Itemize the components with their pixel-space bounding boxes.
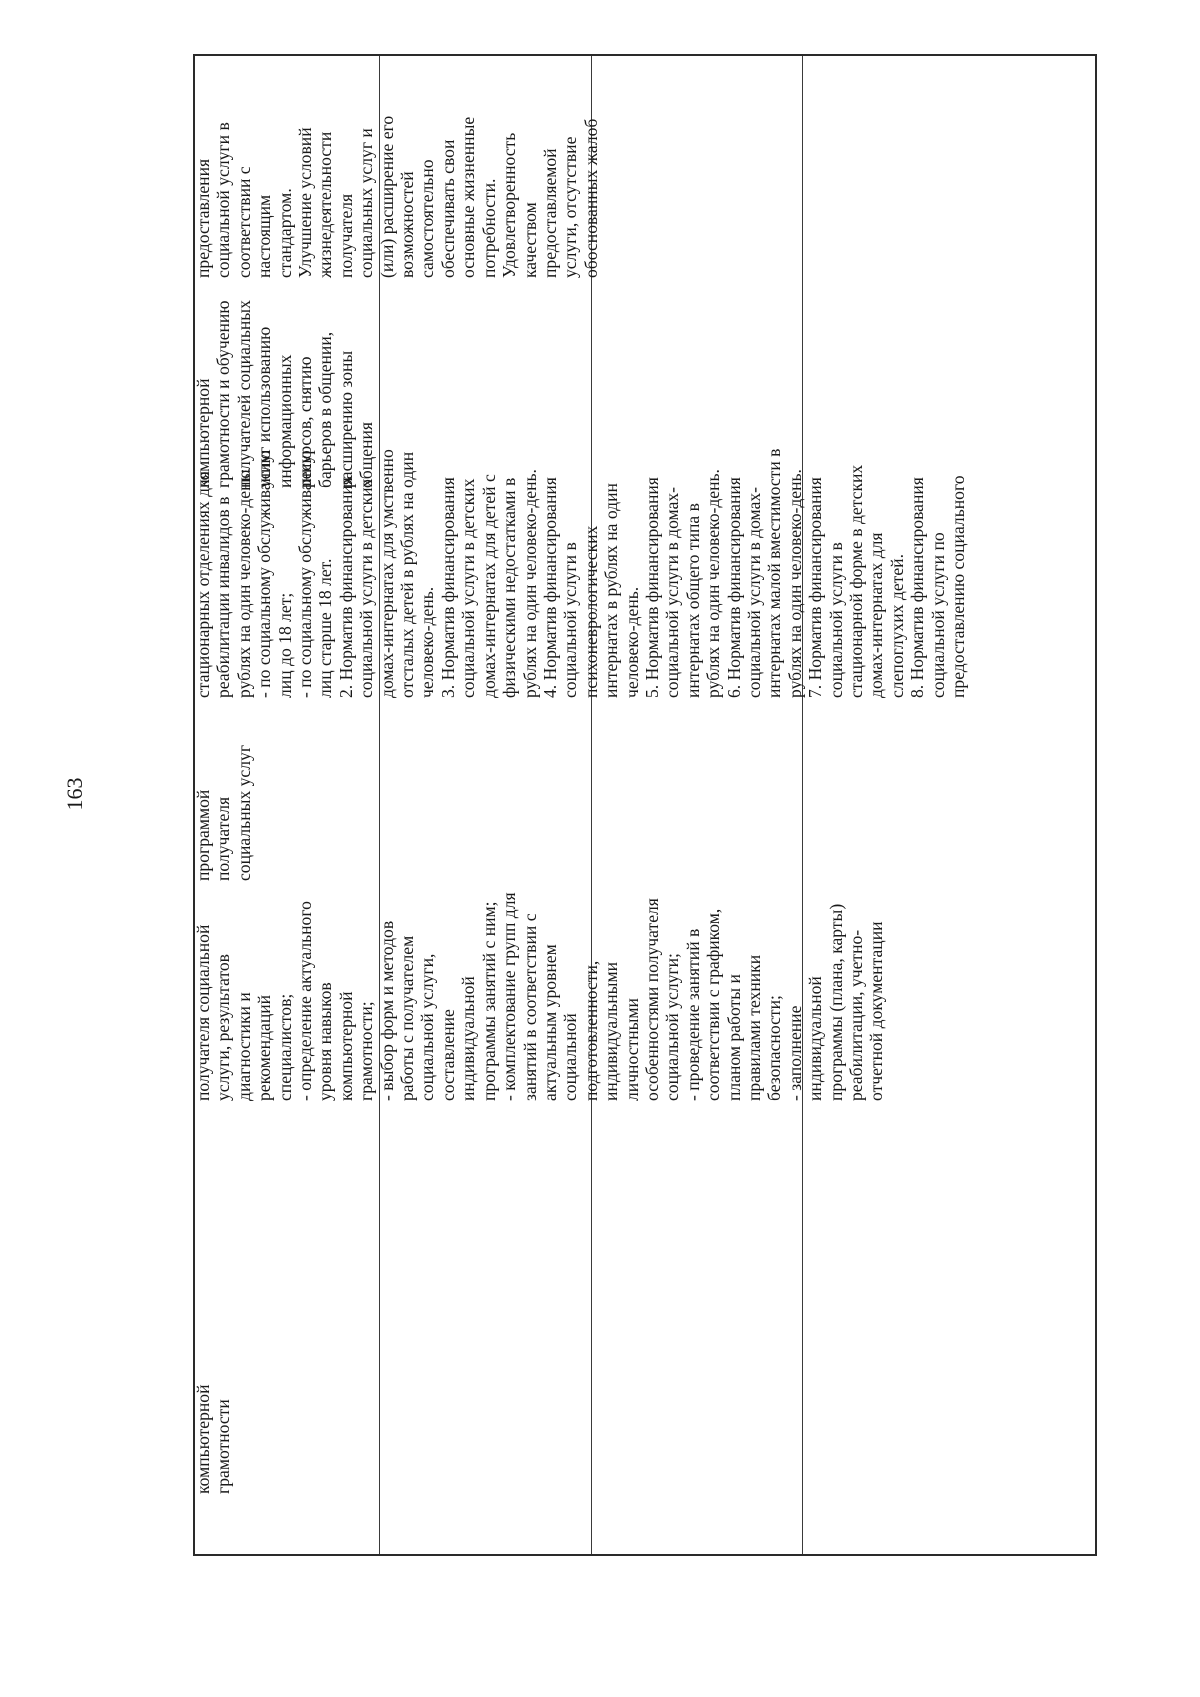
- text-line: специалистов;: [274, 993, 295, 1101]
- text-line: получателя социальной: [193, 924, 213, 1101]
- text-line: - выбор форм и методов: [376, 920, 397, 1101]
- text-line: программой: [193, 789, 213, 881]
- text-line: отчетной документации: [866, 921, 887, 1101]
- text-line: индивидуальными: [601, 962, 622, 1101]
- rotated-table: [193, 54, 1097, 1556]
- text-line: интернатах в рублях на один: [601, 483, 622, 698]
- text-line: стационарной форме в детских: [846, 464, 866, 698]
- text-line: составление: [437, 1009, 458, 1101]
- text-line: социальной: [560, 1013, 581, 1101]
- text-line: соответствии с: [233, 166, 254, 278]
- text-line: работы с получателем: [397, 935, 418, 1101]
- text-line: получателя: [213, 796, 234, 881]
- text-line: - по социальному обслуживанию: [295, 450, 316, 698]
- text-line: социальной услуги;: [662, 953, 683, 1101]
- text-line: отсталых детей в рублях на один: [397, 451, 418, 698]
- text-line: социальных услуг: [233, 744, 254, 881]
- text-line: социальной услуги в домах-: [662, 486, 683, 698]
- text-line: личностными: [621, 998, 642, 1101]
- text-line: домах-интернатах для детей с: [478, 474, 499, 698]
- text-line: получателей социальных: [233, 300, 254, 488]
- text-line: информационных: [274, 354, 295, 488]
- text-line: - определение актуального: [295, 901, 316, 1101]
- text-line: 2. Норматив финансирования: [335, 477, 356, 698]
- text-line: реабилитации инвалидов в: [213, 496, 234, 698]
- text-line: социальной услуги в детских: [458, 478, 479, 698]
- text-line: предоставляемой: [539, 148, 560, 278]
- text-line: социальной услуги в: [560, 542, 581, 698]
- text-line: потребности.: [478, 178, 499, 278]
- page-number: 163: [62, 777, 87, 811]
- text-line: интернатах общего типа в: [682, 503, 703, 698]
- cell-quality-indicators: [193, 0, 601, 282]
- text-line: грамотности;: [356, 1001, 377, 1101]
- text-line: компьютерной: [335, 991, 356, 1101]
- text-line: социальной услуги по: [927, 532, 948, 698]
- text-line: социальной услуги в домах-: [743, 486, 764, 698]
- text-line: социальной услуги в: [825, 542, 846, 698]
- text-line: 5. Норматив финансирования: [641, 477, 662, 698]
- text-line: услуги, результатов: [213, 954, 234, 1101]
- text-line: 8. Норматив финансирования: [907, 477, 928, 698]
- text-line: 4. Норматив финансирования: [539, 477, 560, 698]
- text-line: лиц старше 18 лет.: [315, 558, 336, 698]
- text-line: социальных услуг и: [356, 128, 377, 278]
- text-line: индивидуальной: [805, 976, 826, 1101]
- text-line: индивидуальной: [458, 976, 479, 1101]
- text-line: социальной услуги в детских: [356, 478, 377, 698]
- text-line: человеко-день.: [417, 586, 438, 698]
- text-line: социальной услуги,: [417, 953, 438, 1101]
- text-line: предоставлению социального: [948, 475, 969, 698]
- text-line: домах-интернатах для умственно: [376, 449, 397, 698]
- text-line: настоящим: [254, 194, 275, 278]
- text-line: основные жизненные: [458, 116, 479, 278]
- text-line: возможностей: [397, 171, 418, 278]
- text-line: домах-интернатах для: [866, 532, 887, 698]
- text-line: получателя: [335, 193, 356, 278]
- text-line: предоставления: [193, 158, 213, 278]
- text-line: компьютерной: [193, 1384, 213, 1494]
- text-line: соответствии с графиком,: [703, 908, 724, 1101]
- text-line: слепоглухих детей.: [886, 554, 907, 698]
- text-line: интернатах малой вместимости в: [764, 448, 785, 698]
- text-line: занятий в соответствии с: [519, 913, 540, 1101]
- text-line: (или) расширение его: [376, 115, 397, 278]
- text-line: рублях на один человеко-день.: [519, 469, 540, 698]
- text-line: рублях на один человеко-день:: [233, 468, 254, 698]
- text-line: обоснованных жалоб: [580, 118, 601, 278]
- text-line: барьеров в общении,: [315, 331, 336, 488]
- text-line: правилами техники: [743, 954, 764, 1101]
- text-line: 6. Норматив финансирования: [723, 477, 744, 698]
- text-line: Удовлетворенность: [499, 132, 520, 278]
- text-line: качеством: [519, 202, 540, 278]
- text-line: человеко-день.: [621, 586, 642, 698]
- text-line: рублях на один человеко-день.: [784, 469, 805, 698]
- text-line: Улучшение условий: [295, 127, 316, 278]
- text-line: - по социальному обслуживанию: [254, 450, 275, 698]
- text-line: стандартом.: [274, 188, 295, 278]
- cell-service-description: [193, 735, 887, 1105]
- text-line: 3. Норматив финансирования: [437, 477, 458, 698]
- text-line: диагностики и: [233, 992, 254, 1101]
- text-line: расширению зоны: [335, 350, 356, 488]
- text-line: безопасности;: [764, 995, 785, 1101]
- text-line: услуг использованию: [254, 326, 275, 488]
- text-line: грамотности: [213, 1399, 234, 1494]
- text-line: обеспечивать свои: [437, 139, 458, 278]
- text-line: планом работы и: [723, 974, 744, 1101]
- text-line: жизнедеятельности: [315, 131, 336, 278]
- text-line: стационарных отделениях для: [193, 471, 213, 698]
- text-line: особенностями получателя: [641, 898, 662, 1101]
- text-line: услуги, отсутствие: [560, 136, 581, 278]
- text-line: актуальным уровнем: [539, 944, 560, 1101]
- text-line: рублях на один человеко-день.: [703, 469, 724, 698]
- text-line: уровня навыков: [315, 982, 336, 1101]
- text-line: самостоятельно: [417, 159, 438, 278]
- text-line: лиц до 18 лет;: [274, 592, 295, 698]
- text-line: - заполнение: [784, 1005, 805, 1101]
- text-line: ресурсов, снятию: [295, 356, 316, 488]
- text-line: физическими недостатками в: [499, 477, 520, 698]
- text-line: подготовленности,: [580, 960, 601, 1101]
- cell-service-name: [193, 1128, 234, 1498]
- text-line: программы (плана, карты): [825, 903, 846, 1101]
- text-line: 7. Норматив финансирования: [805, 477, 826, 698]
- text-line: грамотности и обучению: [213, 300, 234, 488]
- text-line: общения: [356, 421, 377, 488]
- text-line: программы занятий с ним;: [478, 901, 499, 1101]
- text-line: рекомендаций: [254, 994, 275, 1101]
- text-line: компьютерной: [193, 378, 213, 488]
- text-line: - комплектование групп для: [499, 892, 520, 1101]
- text-line: - проведение занятий в: [682, 928, 703, 1101]
- text-line: психоневрологических: [580, 525, 601, 698]
- text-line: социальной услуги в: [213, 122, 234, 278]
- text-line: реабилитации, учетно-: [846, 929, 866, 1101]
